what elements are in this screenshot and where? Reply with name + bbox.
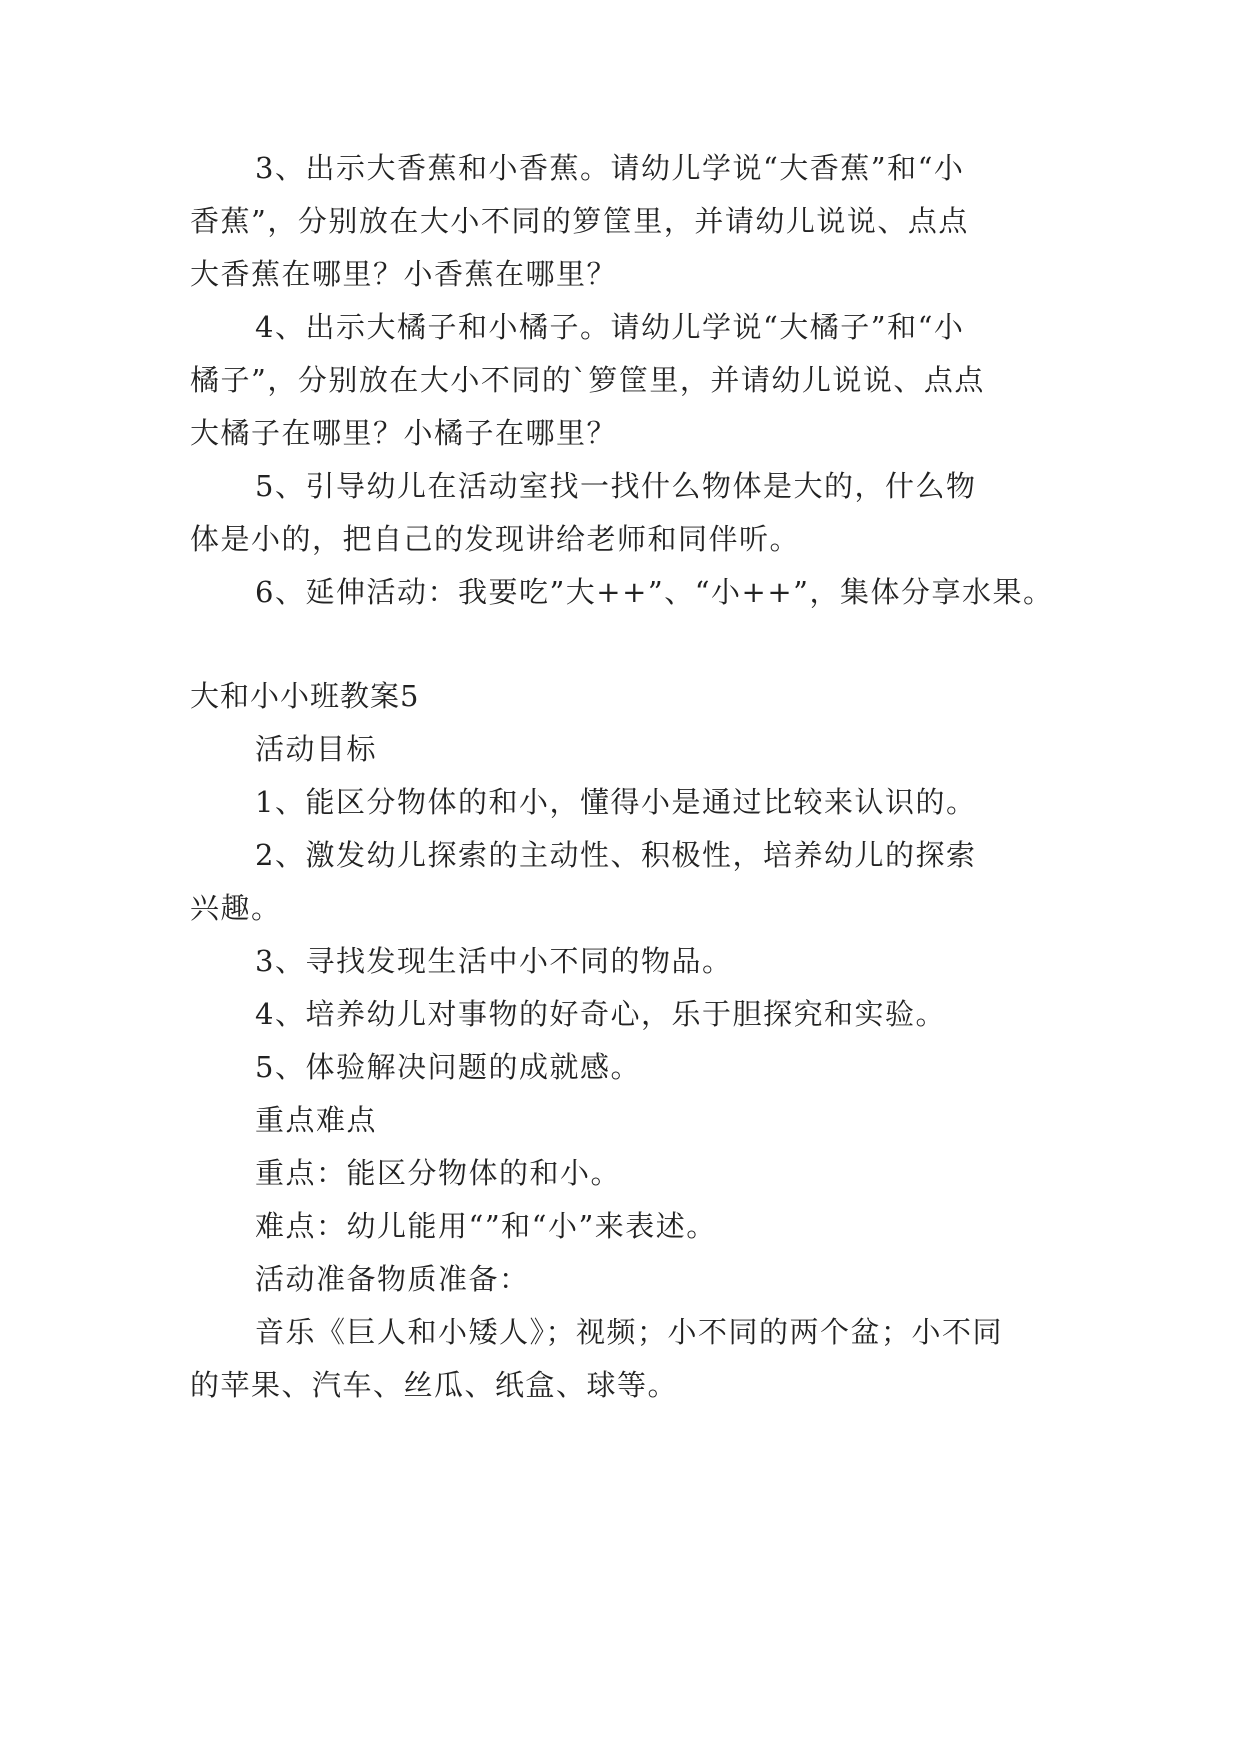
paragraph-line: 6、延伸活动：我要吃”大++”、“小++”，集体分享水果。 [255,575,1054,609]
paragraph-line: 4、出示大橘子和小橘子。请幼儿学说“大橘子”和“小 [255,310,965,344]
subheading: 活动目标 [255,732,378,766]
paragraph-line: 大香蕉在哪里？小香蕉在哪里？ [190,257,618,291]
paragraph-line: 3、出示大香蕉和小香蕉。请幼儿学说“大香蕉”和“小 [255,151,965,185]
subheading: 活动准备物质准备： [255,1262,530,1296]
paragraph-line: 重点：能区分物体的和小。 [255,1156,622,1190]
paragraph-line: 的苹果、汽车、丝瓜、纸盒、球等。 [190,1368,679,1402]
section-title: 大和小小班教案5 [190,679,420,713]
paragraph-line: 1、能区分物体的和小，懂得小是通过比较来认识的。 [255,785,977,819]
paragraph-line: 3、寻找发现生活中小不同的物品。 [255,944,733,978]
paragraph-line: 大橘子在哪里？小橘子在哪里？ [190,416,618,450]
paragraph-line: 5、体验解决问题的成就感。 [255,1050,641,1084]
paragraph-line: 2、激发幼儿探索的主动性、积极性，培养幼儿的探索 [255,838,977,872]
paragraph-line: 香蕉”，分别放在大小不同的箩筐里，并请幼儿说说、点点 [190,204,969,238]
paragraph-line: 音乐《巨人和小矮人》；视频；小不同的两个盆；小不同 [255,1315,1004,1349]
paragraph-line: 体是小的，把自己的发现讲给老师和同伴听。 [190,522,801,556]
paragraph-line: 兴趣。 [190,891,282,925]
paragraph-line: 难点：幼儿能用“”和“小”来表述。 [255,1209,717,1243]
subheading: 重点难点 [255,1103,378,1137]
paragraph-line: 5、引导幼儿在活动室找一找什么物体是大的，什么物 [255,469,977,503]
paragraph-line: 橘子”，分别放在大小不同的`箩筐里，并请幼儿说说、点点 [190,363,985,397]
paragraph-line: 4、培养幼儿对事物的好奇心，乐于胆探究和实验。 [255,997,946,1031]
